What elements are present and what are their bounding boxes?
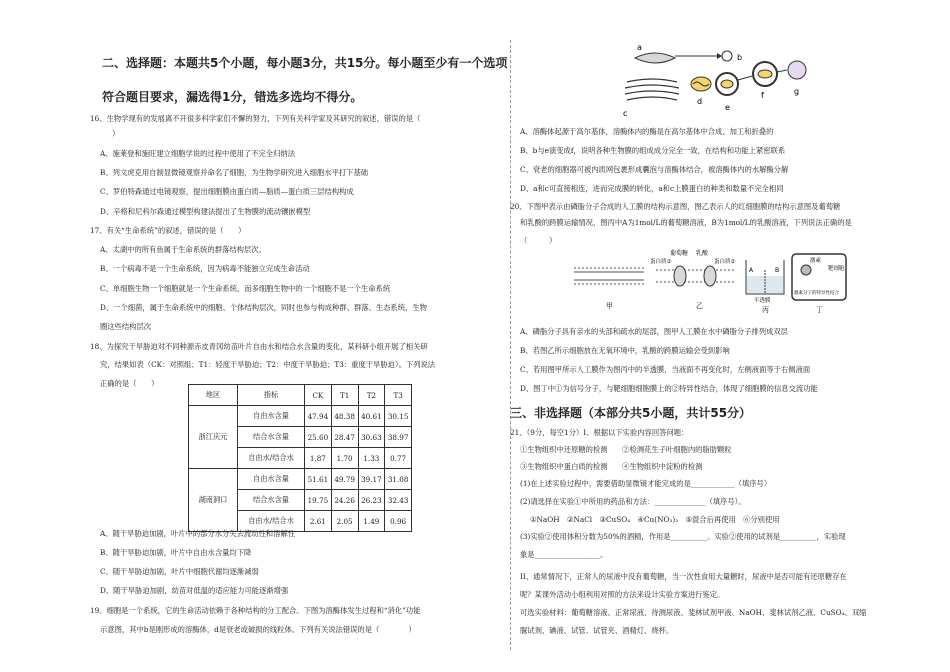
q21-part3: (3)实验②使用体积分数为50%的酒精，作用是__________。实验②使用的试剂是__________，实验现 (520, 532, 846, 541)
fig20-label-lactate: 乳酸 (696, 250, 709, 257)
table-cell: 1.33 (358, 448, 385, 469)
fig20-label-a: A (749, 267, 754, 274)
fig19-label-g: g (794, 87, 800, 96)
table-cell: 39.17 (358, 469, 385, 490)
q21-items-1: ①生物组织中还原糖的检测 ②检测花生子叶细胞内的脂肪颗粒 (520, 445, 732, 454)
table-cell: 48.38 (331, 406, 358, 427)
q19-stem-line1: 19、细胞是一个系统，它的生命活动依赖于各种结构的分工配合。下图为溶酶体发生过程和“消化”功能 (90, 606, 421, 615)
phospholipid-bilayer (574, 268, 644, 284)
q16-paren: ） (112, 129, 120, 138)
q18-option-b: B、随干旱胁迫加剧，叶片中自由水含量均下降 (100, 548, 252, 557)
q19-option-d: D、a和c可直接相连，进而完成膜的转化，a和c上膜蛋白的种类和数量不完全相同 (520, 184, 784, 193)
table-cell: 26.23 (358, 490, 385, 511)
fig20-label-ding: 丁 (816, 306, 823, 314)
residual-body-g (788, 61, 806, 79)
table-cell: 24.26 (331, 490, 358, 511)
q21-materials-2: 脲试剂、碘液、试管、试管夹、酒精灯、烧杯。 (520, 626, 674, 635)
table-header: T2 (358, 385, 385, 406)
table-header: 指标 (238, 385, 305, 406)
fig19-label-f: f (761, 91, 764, 100)
q16-option-a: A、施莱登和施旺建立细胞学说的过程中使用了不完全归纳法 (100, 149, 295, 158)
arrow-f-g (777, 70, 787, 72)
table-cell: 自由水/结合水 (238, 511, 305, 532)
q21-materials-1: 可选实验材料：葡萄糖溶液、正常尿液、待测尿液、斐林试剂甲液、NaOH、斐林试剂乙液、CuSO₄、双缩 (520, 608, 867, 617)
section-3-title: 三、非选择题（本部分共5小题，共计55分） (510, 406, 752, 420)
q16-option-c: C、罗伯特森通过电镜观察，提出细胞膜由蛋白质—脂质—蛋白质三层结构构成 (100, 187, 354, 196)
fig20-label-target: 靶细胞 (828, 266, 845, 272)
golgi-apparatus (625, 79, 679, 100)
table-cell: 30.15 (385, 406, 412, 427)
fig20-label-membrane: 半透膜 (754, 298, 771, 304)
q17-stem: 17、有关“生命系统”的叙述，错误的是（ ） (90, 226, 246, 235)
q19-option-c: C、衰老的细胞器可被内质网包裹形成囊泡与溶酶体结合，被溶酶体内的水解酶分解 (520, 165, 789, 174)
table-header: 地区 (189, 385, 238, 406)
table-cell: 38.97 (385, 427, 412, 448)
table-cell: 结合水含量 (238, 427, 305, 448)
section-2-title-line2: 符合题目要求，漏选得1分，错选多选均不得分。 (102, 90, 363, 104)
q21-section-ii: II、通常情况下，正常人的尿液中没有葡萄糖，当一次性食用大量糖时，尿液中是否可能有还原糖存在 (520, 572, 847, 581)
q17-option-d: D、一个细菌，属于生命系统中的细胞、个体结构层次，同时也参与构成种群、群落、生态系统、生物 (100, 303, 427, 312)
q18-option-c: C、随干旱胁迫加剧，叶片中细胞代谢均逐渐减弱 (100, 567, 259, 576)
q21-items-2: ③生物组织中蛋白质的检测 ④生物组织中淀粉的检测 (520, 462, 703, 471)
lysosome-figure (615, 40, 815, 120)
fig20-label-jia: 甲 (606, 302, 613, 310)
table-cell: 2.61 (305, 511, 332, 532)
u-tube-solution (747, 276, 783, 293)
fig20-label-yi: 乙 (696, 302, 703, 310)
q17-option-a: A、太湖中的所有鱼属于生命系统的群落结构层次。 (100, 245, 266, 254)
q20-option-b: B、若图乙所示细胞放在无氧环境中，乳酸的跨膜运输会受到影响 (520, 346, 730, 355)
q20-stem-line1: 20、下图甲表示由磷脂分子合成的人工膜的结构示意图，图乙表示人的红细胞膜的结构示意图及葡萄糖 (510, 202, 841, 211)
table-cell: 28.47 (331, 427, 358, 448)
q19-stem-line2: 示意图，其中b是刚形成的溶酶体，d是衰老或破损的线粒体。下列有关说法错误的是（ ） (100, 625, 416, 634)
fig20-label-glucose: 葡萄糖 (670, 250, 689, 257)
fig19-label-a: a (637, 43, 642, 52)
er-structure (635, 53, 675, 63)
q20-option-d: D、图丁中①为信号分子，与靶细胞细胞膜上的②特异性结合，体现了细胞膜的信息交流功能 (520, 384, 818, 393)
table-cell: 自由水含量 (238, 406, 305, 427)
q17-option-d-cont: 圈这些结构层次 (100, 322, 152, 331)
table-cell: 25.60 (305, 427, 332, 448)
q18-option-a: A、随干旱胁迫加剧，叶片中的部分水分失去流动性和溶解性 (100, 529, 295, 538)
q17-option-b: B、一个病毒不是一个生命系统，因为病毒不能独立完成生命活动 (100, 264, 310, 273)
table-cell: 47.94 (305, 406, 332, 427)
q16-option-d: D、辛格和尼科尔森通过模型构建法提出了生物膜的流动镶嵌模型 (100, 207, 311, 216)
q18-option-d: D、随干旱胁迫加剧，幼苗对低温的适应能力可能逐渐增强 (100, 586, 289, 595)
table-region: 湖南洞口 (189, 469, 238, 532)
arrow-e-f (738, 76, 752, 80)
fig19-label-e: e (725, 103, 730, 112)
table-cell: 0.96 (385, 511, 412, 532)
protein-1 (674, 266, 686, 286)
q19-option-a: A、溶酶体起源于高尔基体，溶酶体内的酶是在高尔基体中合成、加工和折叠的 (520, 127, 774, 136)
q18-stem-line3: 正确的是（ ） (100, 379, 159, 388)
fig19-label-c: c (623, 109, 628, 118)
table-cell: 51.61 (305, 469, 332, 490)
table-cell: 31.08 (385, 469, 412, 490)
q19-option-b: B、b与e演变成f，说明各种生物膜的组成成分完全一致，在结构和功能上紧密联系 (520, 146, 786, 155)
table-cell: 结合水含量 (238, 490, 305, 511)
q18-stem-line2: 究，结果如表（CK：对照组；T1：轻度干旱胁迫；T2：中度干旱胁迫；T3：重度干旱胁迫）。下列说法 (100, 360, 436, 369)
table-cell: 1.49 (358, 511, 385, 532)
q16-option-b: B、列文虎克用自制显微镜观察并命名了细胞，为生物学研究进入细胞水平打下基础 (100, 168, 369, 177)
table-header: CK (305, 385, 332, 406)
table-cell: 0.77 (385, 448, 412, 469)
fig20-label-b: B (775, 267, 780, 274)
table-header: T3 (385, 385, 412, 406)
digesting-mitochondrion (758, 70, 772, 78)
table-cell: 1.70 (331, 448, 358, 469)
q20-stem-line3: （ ） (520, 236, 557, 245)
hormone-molecule (801, 265, 811, 275)
table-region: 浙江庆元 (189, 406, 238, 469)
q20-stem-line2: 和乳酸的跨膜运输情况，图丙中A为1mol/L的葡萄糖溶液，B为1mol/L的乳酸溶液，下列说法正确的是 (520, 218, 852, 227)
table-cell: 1.87 (305, 448, 332, 469)
q20-option-c: C、若用图甲所示人工膜作为图丙中的半透膜，当液面不再变化时，左侧液面等于右侧液面 (520, 365, 811, 374)
q21-part1: (1)在上述实验过程中，需要借助显微镜才能完成的是____________（填序号） (520, 479, 772, 488)
membrane-figure (570, 246, 850, 318)
q20-option-a: A、磷脂分子具有亲水的头部和疏水的尾部，图甲人工膜在水中磷脂分子排列成双层 (520, 327, 788, 336)
q16-stem: 16、生物学现有的发展离不开很多科学家们不懈的努力，下列有关科学家及其研究的叙述，错误的是（ (90, 114, 421, 123)
q21-part3-cont: 象是__________________。 (520, 550, 608, 559)
table-cell: 32.43 (385, 490, 412, 511)
rbc-membrane (656, 270, 736, 282)
table-cell: 49.79 (331, 469, 358, 490)
q17-option-c: C、单细胞生物一个细胞就是一个生命系统，而多细胞生物中的一个细胞不是一个生命系统 (100, 284, 391, 293)
q21-part2-options: ①NaOH ②NaCl ③CuSO₄ ④Cu(NO₃)₂ ⑤混合后再使用 ⑥分别使用 (530, 515, 780, 524)
lysosome-b (722, 51, 732, 61)
table-cell: 自由水含量 (238, 469, 305, 490)
q21-section-ii-cont: 呢？某课外活动小组利用对照的方法来设计实验方案进行鉴定。 (520, 590, 725, 599)
engulfed-mitochondrion (721, 80, 733, 88)
table-cell: 40.61 (358, 406, 385, 427)
column-divider (510, 40, 511, 650)
arrow-head (717, 53, 722, 59)
protein-2 (704, 266, 716, 286)
table-header: T1 (331, 385, 358, 406)
fig20-label-receptor: 激素分子的特异性结合 (794, 291, 839, 296)
fig20-label-hormone: 激素 (810, 258, 822, 264)
section-2-title-line1: 二、选择题：本题共5个小题，每小题3分，共15分。每小题至少有一个选项 (102, 56, 508, 70)
q21-part2: (2)请选择在实验①中所用的药品和方法：______________（填序号）。 (520, 497, 746, 506)
fig19-label-d: d (697, 97, 703, 106)
fig20-label-protein1: 蛋白质① (650, 259, 672, 265)
fig20-label-protein2: 蛋白质② (714, 259, 736, 265)
q18-data-table (188, 384, 412, 532)
q21-stem: 21、（9分，每空1分）I、根据以下实验内容回答问题： (510, 428, 689, 437)
table-cell: 30.63 (358, 427, 385, 448)
table-cell: 自由水/结合水 (238, 448, 305, 469)
fig20-label-bing: 丙 (762, 306, 769, 314)
table-cell: 2.05 (331, 511, 358, 532)
fig19-label-b: b (737, 53, 743, 62)
table-cell: 19.75 (305, 490, 332, 511)
q18-stem-line1: 18、为探究干旱胁迫对不同种源赤皮青冈幼苗叶片自由水和结合水含量的变化，某科研小组开展了相关研 (90, 342, 428, 351)
